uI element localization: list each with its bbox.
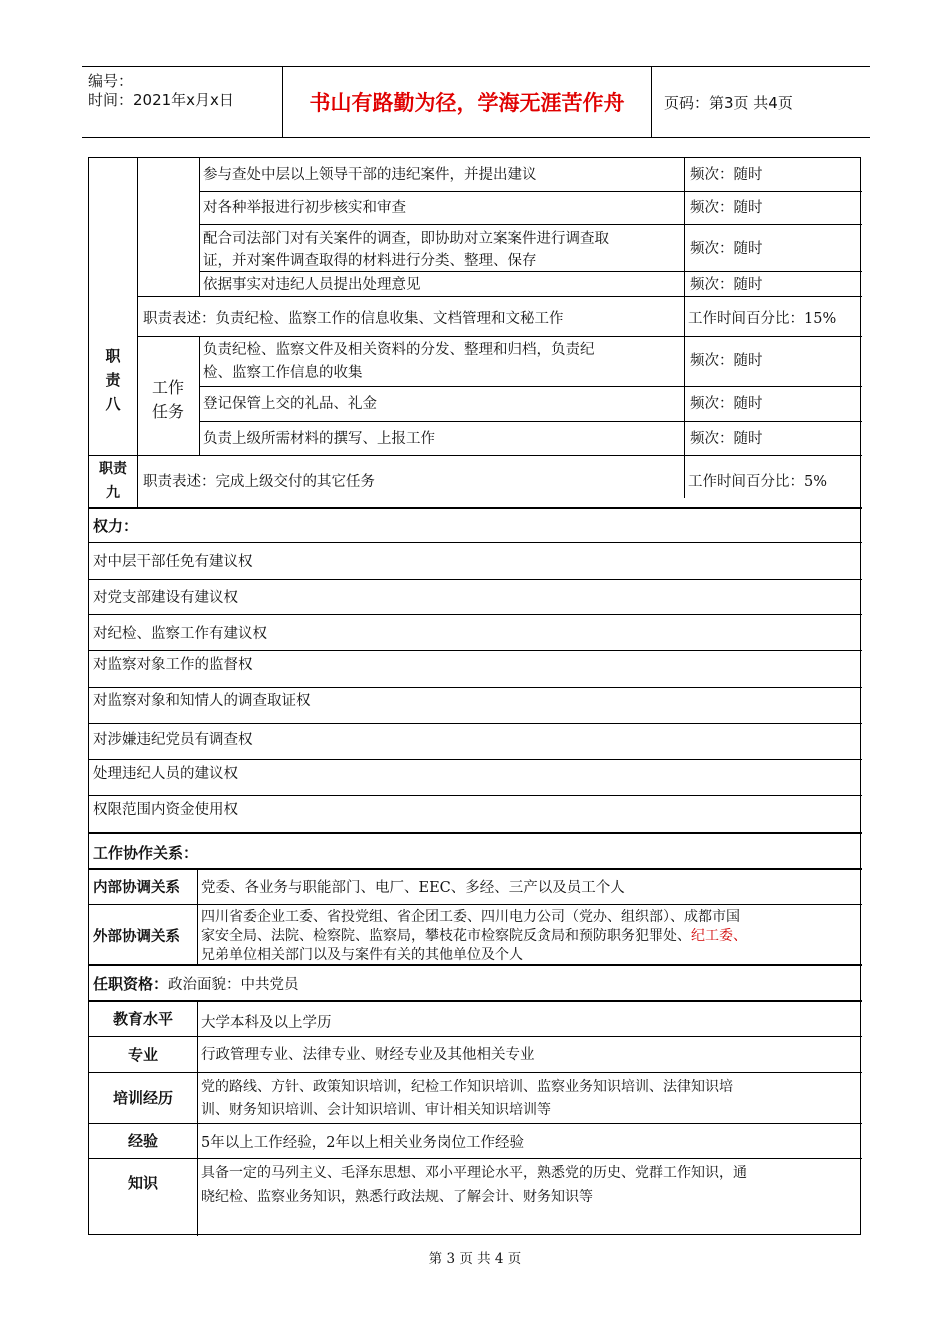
duty9-description: 职责表述：完成上级交付的其它任务 <box>143 474 375 490</box>
relations-heading: 工作协作关系： <box>93 844 199 862</box>
job-description-table <box>88 157 861 1235</box>
header-left <box>82 67 282 137</box>
power-item-8: 权限范围内资金使用权 <box>93 802 238 818</box>
duty8-task-1-line2: 检、监察工作信息的收集 <box>203 365 363 381</box>
duty8-prev-task-1: 参与查处中层以上领导干部的违纪案件，并提出建议 <box>203 167 537 183</box>
duty9-time-percent: 工作时间百分比：5% <box>688 474 828 490</box>
qual-value-experience: 5年以上工作经验，2年以上相关业务岗位工作经验 <box>201 1135 524 1151</box>
qualifications-heading: 任职资格： <box>93 975 169 993</box>
duty8-task-1-line1: 负责纪检、监察文件及相关资料的分发、整理和归档，负责纪 <box>203 342 595 358</box>
qual-value-training-line1: 党的路线、方针、政策知识培训，纪检工作知识培训、监察业务知识培训、法律知识培 <box>201 1079 733 1095</box>
duty8-prev-task-1-freq: 频次：随时 <box>690 167 763 183</box>
power-item-6: 对涉嫌违纪党员有调查权 <box>93 732 253 748</box>
qual-value-education: 大学本科及以上学历 <box>201 1015 332 1031</box>
duty8-task-2-freq: 频次：随时 <box>690 396 763 412</box>
duty8-prev-task-4: 依据事实对违纪人员提出处理意见 <box>203 277 421 293</box>
duty8-task-2: 登记保管上交的礼品、礼金 <box>203 396 377 412</box>
duty8-prev-task-3-line1: 配合司法部门对有关案件的调查，即协助对立案案件进行调查取 <box>203 231 609 247</box>
duty8-task-label: 工作任务 <box>151 378 184 421</box>
qual-label-experience: 经验 <box>127 1132 158 1150</box>
duty8-description: 职责表述：负责纪检、监察工作的信息收集、文档管理和文秘工作 <box>143 311 564 327</box>
external-relations-label: 外部协调关系 <box>93 929 180 945</box>
duty8-prev-task-3-freq: 频次：随时 <box>690 241 763 257</box>
external-relations-highlight: 纪工委、 <box>691 928 747 944</box>
external-relations-line2: 家安全局、法院、检察院、监察局，攀枝花市检察院反贪局和预防职务犯罪处、 <box>201 928 691 944</box>
qual-value-training-line2: 训、财务知识培训、会计知识培训、审计相关知识培训等 <box>201 1102 551 1118</box>
page-header <box>82 66 870 138</box>
political-status: 政治面貌：中共党员 <box>168 977 299 993</box>
doc-date: 时间：2021年x月x日 <box>88 91 234 109</box>
duty8-prev-task-2: 对各种举报进行初步核实和审查 <box>203 200 406 216</box>
internal-relations-label: 内部协调关系 <box>93 880 180 896</box>
duty8-task-3: 负责上级所需材料的撰写、上报工作 <box>203 431 435 447</box>
qual-value-major: 行政管理专业、法律专业、财经专业及其他相关专业 <box>201 1047 535 1063</box>
header-page-code: 页码：第3页 共4页 <box>664 93 793 112</box>
duty8-task-1-freq: 频次：随时 <box>690 353 763 369</box>
power-item-2: 对党支部建设有建议权 <box>93 590 238 606</box>
qual-label-training: 培训经历 <box>112 1089 173 1107</box>
duty9-label-line2: 九 <box>106 485 120 501</box>
qual-value-knowledge-line1: 具备一定的马列主义、毛泽东思想、邓小平理论水平，熟悉党的历史、党群工作知识，通 <box>201 1165 747 1181</box>
doc-number-label: 编号： <box>88 72 134 90</box>
qual-label-knowledge: 知识 <box>127 1174 158 1192</box>
duty8-task-3-freq: 频次：随时 <box>690 431 763 447</box>
duty9-label-line1: 职责 <box>99 461 127 477</box>
power-item-1: 对中层干部任免有建议权 <box>93 554 253 570</box>
power-item-3: 对纪检、监察工作有建议权 <box>93 626 267 642</box>
page-footer: 第 3 页 共 4 页 <box>428 1251 522 1267</box>
internal-relations-text: 党委、各业务与职能部门、电厂、EEC、多经、三产以及员工个人 <box>201 880 625 896</box>
power-item-7: 处理违纪人员的建议权 <box>93 766 238 782</box>
duty8-prev-task-4-freq: 频次：随时 <box>690 277 763 293</box>
power-item-4: 对监察对象工作的监督权 <box>93 657 253 673</box>
qual-label-education: 教育水平 <box>112 1010 173 1028</box>
duty8-label: 职责八 <box>105 347 121 413</box>
qual-label-major: 专业 <box>127 1046 158 1064</box>
header-motto: 书山有路勤为径，学海无涯苦作舟 <box>282 67 652 137</box>
qual-value-knowledge-line2: 晓纪检、监察业务知识，熟悉行政法规、了解会计、财务知识等 <box>201 1189 593 1205</box>
duty8-prev-task-2-freq: 频次：随时 <box>690 200 763 216</box>
external-relations-line3: 兄弟单位相关部门以及与案件有关的其他单位及个人 <box>201 947 523 963</box>
duty8-prev-task-3-line2: 证，并对案件调查取得的材料进行分类、整理、保存 <box>203 253 537 269</box>
power-item-5: 对监察对象和知情人的调查取证权 <box>93 693 311 709</box>
external-relations-line1: 四川省委企业工委、省投党组、省企团工委、四川电力公司（党办、组织部）、成都市国 <box>201 909 740 925</box>
powers-heading: 权力： <box>93 517 139 535</box>
duty8-time-percent: 工作时间百分比：15% <box>688 311 837 327</box>
